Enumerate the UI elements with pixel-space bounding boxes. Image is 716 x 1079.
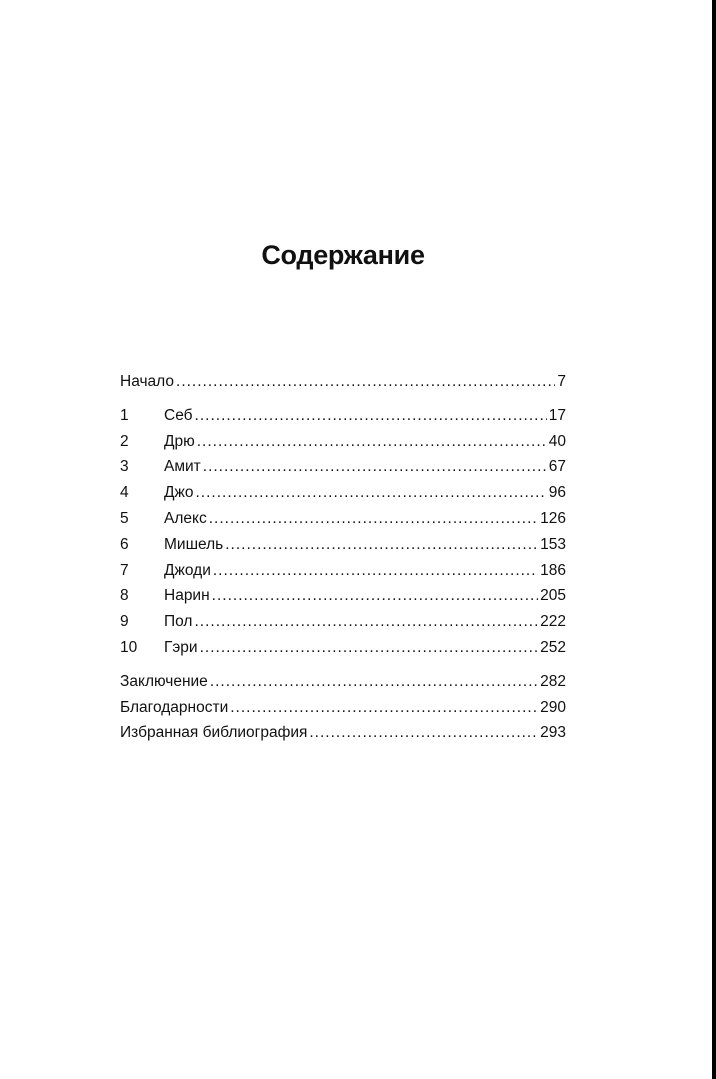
toc-entry-page: 96 xyxy=(548,484,566,502)
toc-entry-label: Алекс xyxy=(164,509,207,527)
toc-entry-number: 1 xyxy=(120,406,129,424)
toc-entry-page: 153 xyxy=(540,535,566,553)
toc-entry-label: Избранная библиография xyxy=(120,724,308,742)
toc-entry-number: 6 xyxy=(120,535,129,553)
toc-entry-bibliography xyxy=(120,720,566,746)
toc-entry-page: 40 xyxy=(548,432,566,450)
toc-entry-acknowledgements xyxy=(120,695,566,721)
toc-entry-number: 4 xyxy=(120,484,129,502)
toc-entry-label: Джо xyxy=(164,484,194,502)
toc-leader-dots xyxy=(230,695,538,721)
toc-entry-label: Себ xyxy=(164,406,193,424)
toc-entry-chapter xyxy=(120,609,566,635)
page-title: Содержание xyxy=(261,240,425,270)
toc-entry-page: 17 xyxy=(548,406,566,424)
toc-leader-dots xyxy=(196,480,547,506)
toc-entry-chapter xyxy=(120,454,566,480)
toc-entry-page: 252 xyxy=(540,638,566,656)
toc-entry-chapter xyxy=(120,583,566,609)
page-edge-bar xyxy=(712,0,716,1079)
toc-leader-dots xyxy=(195,403,547,429)
toc-entry-chapter xyxy=(120,558,566,584)
toc-entry-page: 290 xyxy=(540,698,566,716)
toc-entry-number: 3 xyxy=(120,458,129,476)
toc-entry-number: 7 xyxy=(120,561,129,579)
toc-entry-chapter xyxy=(120,506,566,532)
toc-entry-page: 222 xyxy=(540,613,566,631)
toc-entry-chapter xyxy=(120,403,566,429)
toc-entry-number: 5 xyxy=(120,509,129,527)
toc-entry-conclusion xyxy=(120,669,566,695)
toc-entry-label: Нарин xyxy=(164,587,210,605)
toc-leader-dots xyxy=(225,532,538,558)
toc-entry-chapter xyxy=(120,635,566,661)
toc-entry-label: Пол xyxy=(164,613,193,631)
toc-entry-chapter xyxy=(120,532,566,558)
toc-entry-page: 67 xyxy=(548,458,566,476)
toc-entry-label: Дрю xyxy=(164,432,195,450)
toc-leader-dots xyxy=(203,454,547,480)
toc-entry-label: Гэри xyxy=(164,638,198,656)
toc-entry-label: Заключение xyxy=(120,672,208,690)
toc-leader-dots xyxy=(200,635,539,661)
toc-leader-dots xyxy=(213,558,538,584)
toc-entry-number: 8 xyxy=(120,587,129,605)
toc-leader-dots xyxy=(209,506,538,532)
toc-leader-dots xyxy=(197,429,547,455)
toc-entry-chapter xyxy=(120,480,566,506)
toc-entry-number: 10 xyxy=(120,638,138,656)
toc-leader-dots xyxy=(176,369,555,395)
toc-entry-page: 7 xyxy=(557,373,566,390)
toc-entry-page: 282 xyxy=(540,672,566,690)
table-of-contents xyxy=(120,369,566,746)
toc-entry-page: 205 xyxy=(540,587,566,605)
toc-leader-dots xyxy=(194,609,538,635)
toc-entry-label: Мишель xyxy=(164,535,224,553)
toc-leader-dots xyxy=(309,720,538,746)
toc-leader-dots xyxy=(210,669,538,695)
toc-entry-label: Благодарности xyxy=(120,698,229,716)
toc-entry-label: Амит xyxy=(164,458,201,476)
toc-entry-page: 126 xyxy=(540,509,566,527)
toc-entry-page: 293 xyxy=(540,724,566,742)
toc-entry-number: 9 xyxy=(120,613,129,631)
toc-entry-chapter xyxy=(120,429,566,455)
toc-entry-label: Начало xyxy=(120,373,175,390)
toc-entry-page: 186 xyxy=(540,561,566,579)
toc-entry-number: 2 xyxy=(120,432,129,450)
toc-entry-intro xyxy=(120,369,566,395)
toc-leader-dots xyxy=(212,583,538,609)
toc-entry-label: Джоди xyxy=(164,561,211,579)
